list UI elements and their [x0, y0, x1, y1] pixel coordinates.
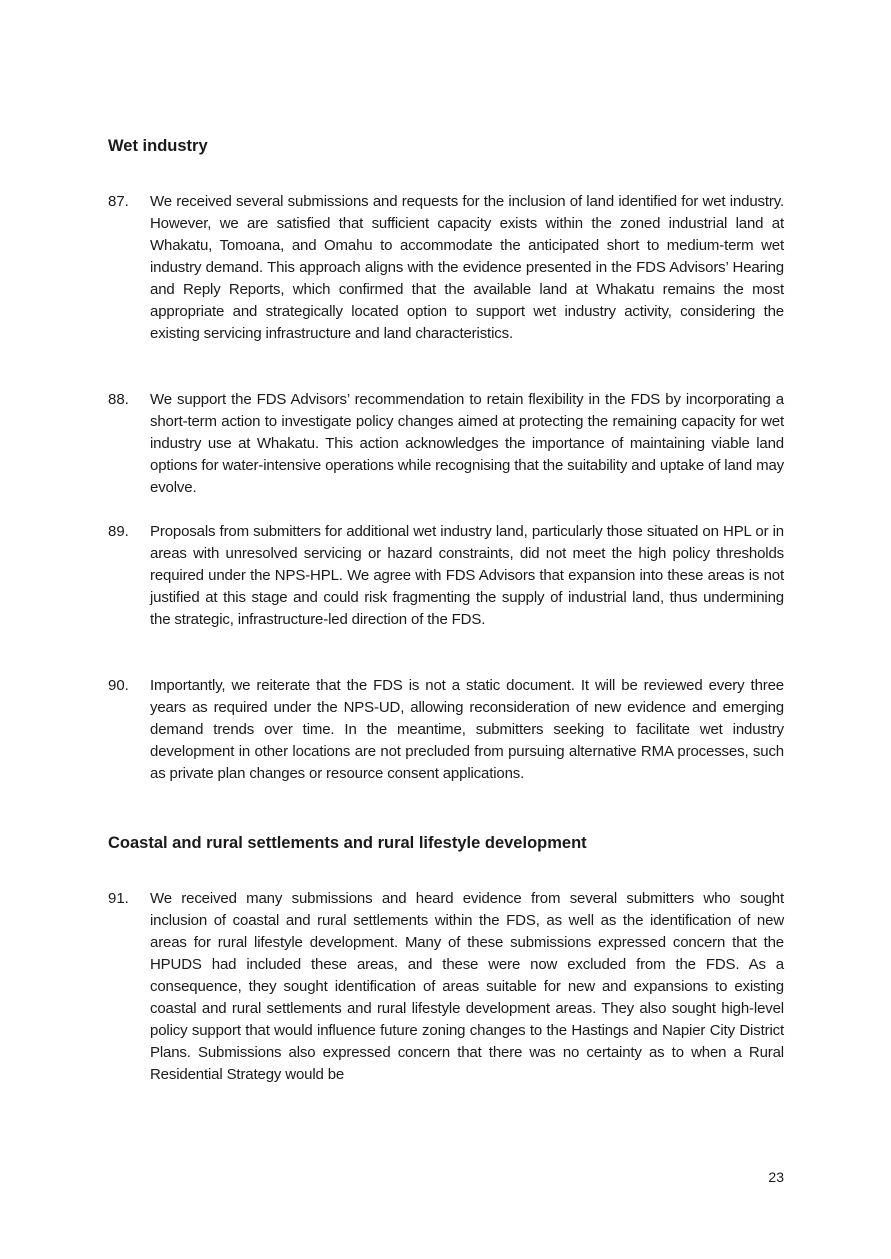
paragraph-88: [108, 389, 784, 499]
paragraph-text: We received several submissions and requests for the inclusion of land identified for wet industry. However, we are satisfied that sufficient capacity exists within the zoned industrial land at Whakatu, Tomoana, and Omahu to accommodate the anticipated short to medium-term wet industry demand. This approach aligns with the evidence presented in the FDS Advisors’ Hearing and Reply Reports, which confirmed that the available land at Whakatu remains the most appropriate and strategically located option to support wet industry activity, considering the existing servicing infrastructure and land characteristics.: [150, 193, 784, 342]
paragraph-89: [108, 521, 784, 631]
paragraph-90: [108, 675, 784, 785]
paragraph-text: Proposals from submitters for additional wet industry land, particularly those situated on HPL or in areas with unresolved servicing or hazard constraints, did not meet the high policy thresholds required under the NPS-HPL. We agree with FDS Advisors that expansion into these areas is not justified at this stage and could risk fragmenting the supply of industrial land, thus undermining the strategic, infrastructure-led direction of the FDS.: [150, 523, 784, 628]
paragraph-number: 87.: [108, 193, 129, 210]
paragraph-text: We received many submissions and heard evidence from several submitters who sought inclusion of coastal and rural settlements within the FDS, as well as the identification of new areas for rural lifestyle development. Many of these submissions expressed concern that the HPUDS had included these areas, and these were now excluded from the FDS. As a consequence, they sought identification of areas suitable for new and expansions to existing coastal and rural settlements and rural lifestyle development areas. They also sought high-level policy support that would influence future zoning changes to the Hastings and Napier City District Plans. Submissions also expressed concern that there was no certainty as to when a Rural Residential Strategy would be: [150, 890, 784, 1083]
paragraph-91: [108, 888, 784, 1086]
section-heading-coastal-rural: Coastal and rural settlements and rural lifestyle development: [108, 834, 587, 852]
paragraph-87: [108, 191, 784, 345]
page-number: 23: [768, 1169, 784, 1185]
paragraph-number: 91.: [108, 890, 129, 907]
section-heading-wet-industry: Wet industry: [108, 137, 208, 155]
paragraph-number: 88.: [108, 391, 129, 408]
paragraph-text: We support the FDS Advisors’ recommendation to retain flexibility in the FDS by incorporating a short-term action to investigate policy changes aimed at protecting the remaining capacity for wet industry use at Whakatu. This action acknowledges the importance of maintaining viable land options for water-intensive operations while recognising that the suitability and uptake of land may evolve.: [150, 391, 784, 496]
paragraph-text: Importantly, we reiterate that the FDS is not a static document. It will be reviewed every three years as required under the NPS-UD, allowing reconsideration of new evidence and emerging demand trends over time. In the meantime, submitters seeking to facilitate wet industry development in other locations are not precluded from pursuing alternative RMA processes, such as private plan changes or resource consent applications.: [150, 677, 784, 782]
paragraph-number: 89.: [108, 523, 129, 540]
paragraph-number: 90.: [108, 677, 129, 694]
